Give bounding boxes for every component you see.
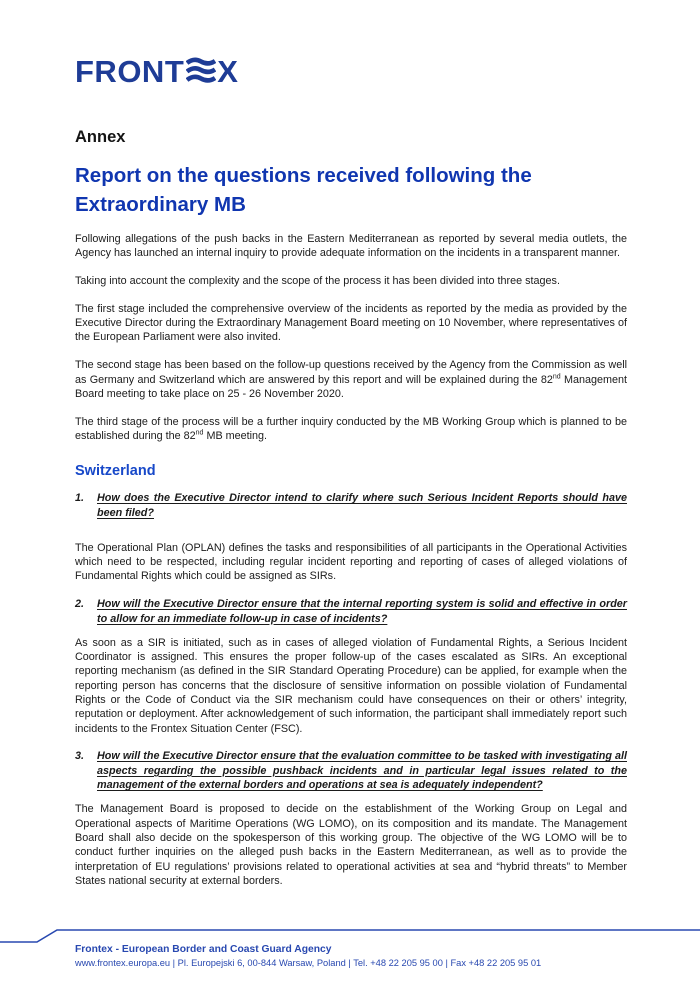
question-item-1	[75, 491, 627, 583]
question-number: 3.	[75, 750, 85, 763]
page-title: Report on the questions received following the Extraordinary MB	[75, 164, 532, 216]
intro-paragraph: The third stage of the process will be a further inquiry conducted by the MB Working Group which is planned to be established during the 82nd MB meeting.	[75, 415, 627, 442]
intro-paragraph: The first stage included the comprehensive overview of the incidents as reported by the media as provided by the Executive Director during the Extraordinary Management Board meeting on 10 November, where representatives of the European Parliament were also invited.	[75, 302, 627, 344]
answer-text: The Operational Plan (OPLAN) defines the tasks and responsibilities of all participants in the Operational Activities which need to be respected, including regular incident reporting and reporting of cases of alleged violations of Fundamental Rights which could be assigned as SIRs.	[75, 541, 627, 583]
intro-paragraph: Taking into account the complexity and the scope of the process it has been divided into three stages.	[75, 275, 560, 288]
answer-text: The Management Board is proposed to decide on the establishment of the Working Group on Legal and Operational aspects of Maritime Operations (WG LOMO), on its composition and its mandate. The Management Board shall also decide on the spokesperson of this working group. The objective of the WG LOMO will be to conduct further inquiries on the alleged push backs in the Eastern Mediterranean, as well as to provide the interpretation of EU regulations’ provisions related to operational activities at sea and “hybrid threats” to Member States national security at external borders.	[75, 803, 627, 887]
logo-text-front: FRONT	[75, 54, 185, 89]
annex-heading: Annex	[75, 128, 126, 146]
logo-text-x: X	[217, 54, 239, 89]
footer-contact-line: www.frontex.europa.eu | Pl. Europejski 6, 00-844 Warsaw, Poland | Tel. +48 22 205 95 00 | Fax +48 22 205 95 01	[75, 958, 542, 968]
question-row	[75, 491, 627, 520]
section-heading-switzerland: Switzerland	[75, 463, 156, 480]
question-text: How will the Executive Director ensure that the internal reporting system is solid and effective in order to allow for an immediate follow-up in case of incidents?	[97, 598, 627, 625]
page-footer	[75, 944, 541, 968]
question-row	[75, 597, 627, 626]
question-item-2	[75, 597, 627, 736]
footer-agency-name: Frontex - European Border and Coast Guard Agency	[75, 944, 332, 955]
superscript-ordinal: nd	[552, 372, 561, 380]
question-number: 1.	[75, 492, 85, 505]
intro-paragraph: The second stage has been based on the follow-up questions received by the Agency from the Commission as well as Germany and Switzerland which are answered by this report and will be explained during the 82nd Management Board meeting to take place on 25 - 26 November 2020.	[75, 359, 627, 400]
answer-text: As soon as a SIR is initiated, such as in cases of alleged violation of Fundamental Rights, a Serious Incident Coordinator is assigned. This ensures the proper follow-up of the cases escalated as SIRs. An exceptional reporting mechanism (as defined in the SIR Standard Operating Procedure) can be applied, for example when the reporting person has concerns that the disclosure of sensitive information on possible violation of Fundamental Rights or the Code of Conduct via the SIR mechanism could have consequences on their or others’ integrity, reputation or deployment. After acknowledgement of such information, the participant shall immediately report such incidents to the Frontex Situation Center (FSC).	[75, 636, 627, 735]
question-item-3	[75, 749, 627, 888]
wave-e-icon	[186, 56, 216, 92]
intro-paragraphs	[75, 232, 627, 443]
question-text: How will the Executive Director ensure that the evaluation committee to be tasked with investigating all aspects regarding the possible pushback incidents and in particular legal issues related to the management of the external borders and operations at sea is adequately independent?	[97, 750, 627, 792]
intro-paragraph: Following allegations of the push backs in the Eastern Mediterranean as reported by several media outlets, the Agency has launched an internal inquiry to provide adequate information on the incidents in a transparent manner.	[75, 233, 627, 260]
question-number: 2.	[75, 598, 85, 611]
frontex-logo	[75, 54, 627, 90]
superscript-ordinal: nd	[195, 429, 204, 437]
question-text: How does the Executive Director intend to clarify where such Serious Incident Reports should have been filed?	[97, 492, 627, 519]
question-row	[75, 749, 627, 792]
